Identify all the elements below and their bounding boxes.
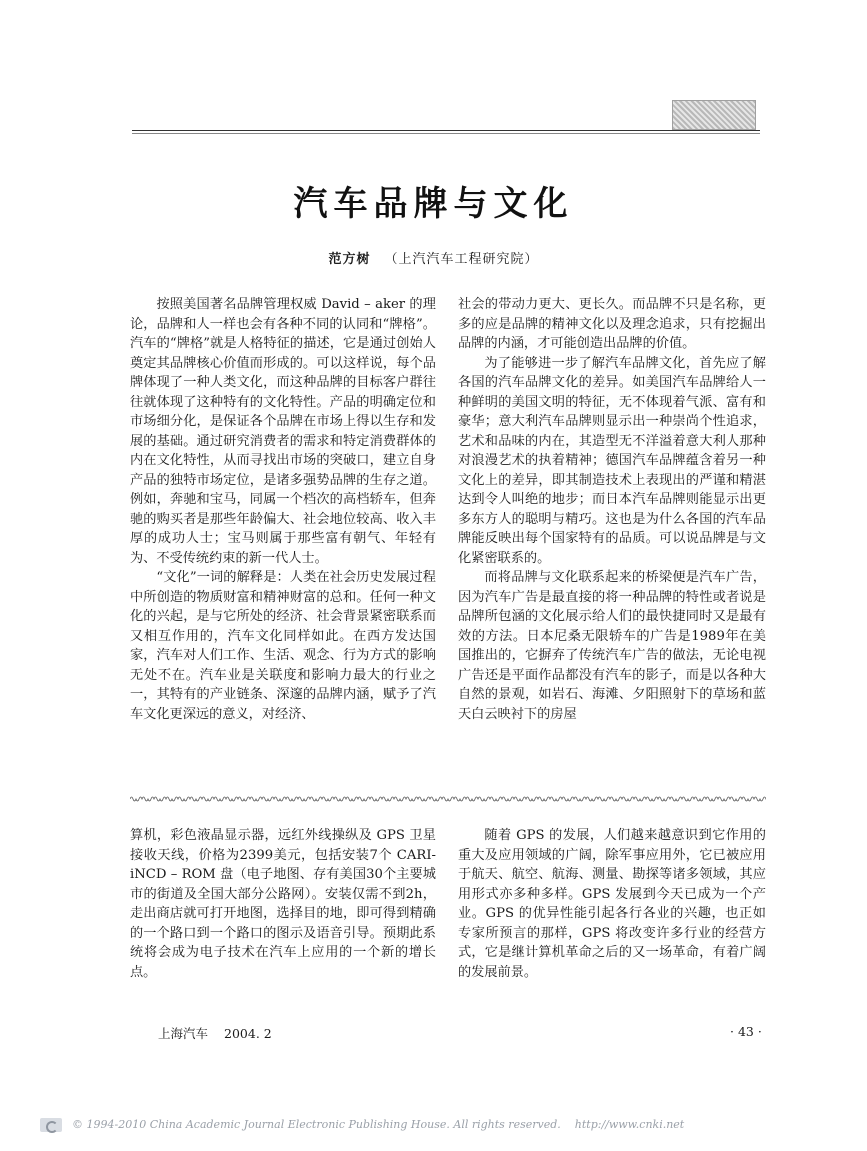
cnki-logo-icon (40, 1118, 62, 1132)
header-rule-thin (132, 133, 760, 134)
section-divider (130, 794, 766, 804)
byline (0, 248, 867, 267)
copyright-text: © 1994-2010 China Academic Journal Electronic Publishing House. All rights reserved. (72, 1118, 561, 1131)
footer-issue: 2004. 2 (224, 1026, 272, 1041)
page-number: · 43 · (730, 1024, 762, 1039)
bottom-right-column (458, 826, 766, 982)
footer-journal-name: 上海汽车 (158, 1026, 209, 1041)
paragraph: 为了能够进一步了解汽车品牌文化，首先应了解各国的汽车品牌文化的差异。如美国汽车品牌给人一种鲜明的美国文明的特征，无不体现着气派、富有和豪华；意大利汽车品牌则显示出一种崇尚个性追求，艺术和品味的内在，其造型无不洋溢着意大利人那种对浪漫艺术的执着精神；德国汽车品牌蕴含着另一种文化上的差异，即其制造技术上表现出的严谨和精湛达到令人叫绝的地步；而日本汽车品牌则能显示出更多东方人的聪明与精巧。这也是为什么各国的汽车品牌能反映出每个国家特有的品质。可以说品牌是与文化紧密联系的。 (458, 355, 766, 566)
bottom-left-column (130, 826, 436, 982)
journal-logo-icon (672, 100, 756, 130)
top-right-column (458, 295, 766, 724)
author-affiliation: （上汽汽车工程研究院） (384, 252, 539, 267)
paragraph: 社会的带动力更大、更长久。而品牌不只是名称，更多的应是品牌的精神文化以及理念追求，只有挖掘出品牌的内涵，才可能创造出品牌的价值。 (458, 297, 766, 351)
paragraph: 随着 GPS 的发展，人们越来越意识到它作用的重大及应用领域的广阔，除军事应用外，它已被应用于航天、航空、航海、测量、勘探等诸多领域，其应用形式亦多种多样。GPS 发展到今天已成为一个产业。GPS 的优异性能引起各行各业的兴趣，也正如专家所预言的那样，GPS 将改变许多行业的经营方式，它是继计算机革命之后的又一场革命，有着广阔的发展前景。 (458, 828, 766, 980)
top-left-column (130, 295, 436, 724)
copyright-url: http://www.cnki.net (574, 1118, 685, 1131)
copyright-notice (40, 1118, 684, 1132)
article-title: 汽车品牌与文化 (293, 184, 574, 224)
header-rule (132, 130, 760, 131)
paragraph: 算机，彩色液晶显示器，远红外线操纵及 GPS 卫星接收天线，价格为2399美元，包括安装7个 CARI-iNCD – ROM 盘（电子地图、存有美国30个主要城市的街道及全国大部分公路网）。安装仅需不到2h，走出商店就可打开地图，选择目的地，即可得到精确的一个路口到一个路口的图示及语音引导。预期此系统将会成为电子技术在汽车上应用的一个新的增长点。 (130, 828, 436, 980)
paragraph: 而将品牌与文化联系起来的桥梁便是汽车广告，因为汽车广告是最直接的将一种品牌的特性或者说是品牌所包涵的文化展示给人们的最快捷同时又是最有效的方法。日本尼桑无限轿车的广告是1989年在美国推出的，它摒弃了传统汽车广告的做法，无论电视广告还是平面作品都没有汽车的影子，而是以各种大自然的景观，如岩石、海滩、夕阳照射下的草场和蓝天白云映衬下的房屋 (458, 570, 766, 722)
paragraph: “文化”一词的解释是：人类在社会历史发展过程中所创造的物质财富和精神财富的总和。任何一种文化的兴起，是与它所处的经济、社会背景紧密联系而又相互作用的，汽车文化同样如此。在西方发达国家，汽车对人们工作、生活、观念、行为方式的影响无处不在。汽车业是关联度和影响力最大的行业之一，其特有的产业链条、深邃的品牌内涵，赋予了汽车文化更深远的意义，对经济、 (130, 570, 436, 722)
footer-journal-info (158, 1024, 272, 1042)
author-name: 范方树 (328, 252, 371, 267)
paragraph: 按照美国著名品牌管理权威 David – aker 的理论，品牌和人一样也会有各种不同的认同和“牌格”。汽车的“牌格”就是人格特征的描述，它是通过创始人奠定其品牌核心价值而形成的。可以这样说，每个品牌体现了一种人类文化，而这种品牌的目标客户群往往就体现了这种特有的文化特性。产品的明确定位和市场细分化，是保证各个品牌在市场上得以生存和发展的基础。通过研究消费者的需求和特定消费群体的内在文化特性，从而寻找出市场的突破口，建立自身产品的独特市场定位，是诸多强势品牌的生存之道。例如，奔驰和宝马，同属一个档次的高档轿车，但奔驰的购买者是那些年龄偏大、社会地位较高、收入丰厚的成功人士；宝马则属于那些富有朝气、年轻有为、不受传统约束的新一代人士。 (130, 297, 436, 566)
